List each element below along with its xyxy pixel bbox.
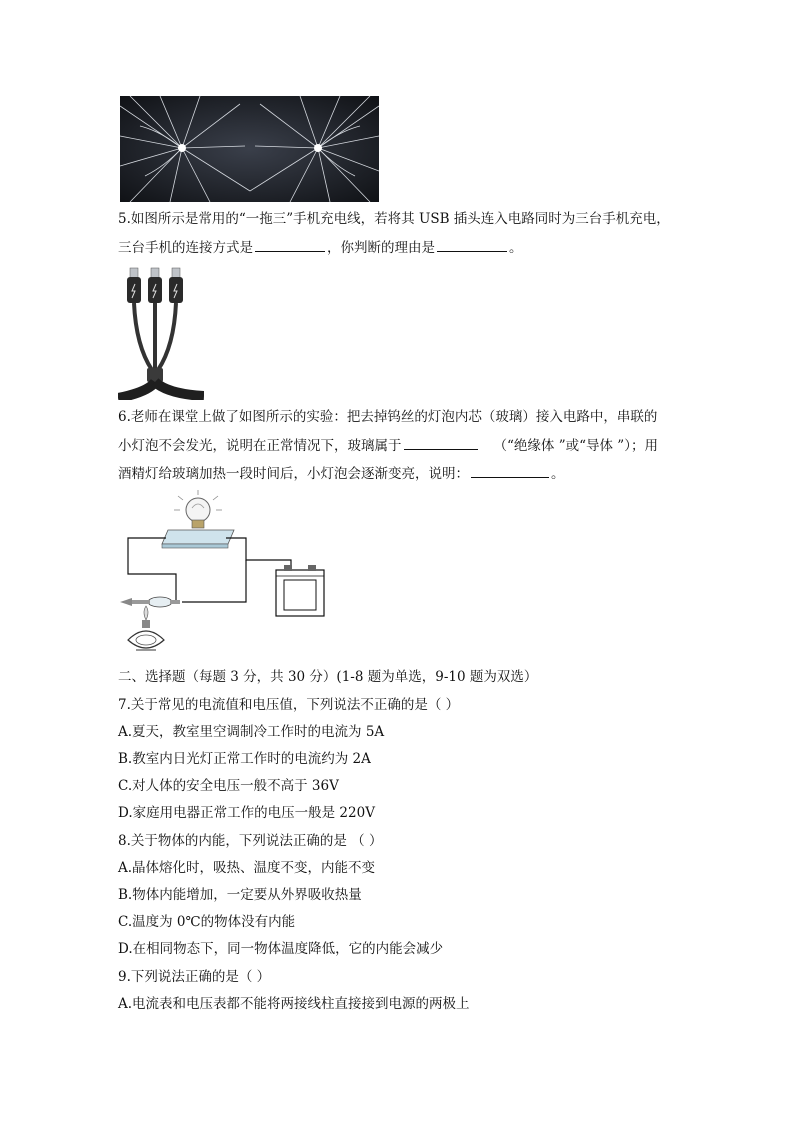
q8-option-d[interactable]: D.在相同物态下，同一物体温度降低，它的内能会减少 — [118, 941, 444, 957]
q7-option-c[interactable]: C.对人体的安全电压一般不高于 36V — [118, 778, 339, 794]
q8-option-c[interactable]: C.温度为 0℃的物体没有内能 — [118, 914, 296, 930]
discharge-photo — [120, 96, 379, 202]
glass-conductivity-circuit — [116, 490, 332, 660]
q5-line2 — [118, 238, 523, 257]
section2-heading: 二、选择题（每题 3 分，共 30 分）(1-8 题为单选，9-10 题为双选） — [118, 669, 538, 685]
q6-text-b: （“绝缘体 ”或“导体 ”）；用 — [493, 438, 658, 454]
q7-option-d[interactable]: D.家庭用电器正常工作的电压一般是 220V — [118, 805, 375, 821]
q6-blank-material[interactable] — [404, 436, 478, 450]
q6-line3 — [118, 464, 565, 483]
q9-stem: 9.下列说法正确的是（ ） — [118, 969, 271, 985]
q6-text-d: 。 — [551, 466, 565, 482]
q8-stem: 8.关于物体的内能，下列说法正确的是 （ ） — [118, 833, 383, 849]
q7-option-a[interactable]: A.夏天，教室里空调制冷工作时的电流为 5A — [118, 724, 385, 740]
q5-line1: 5.如图所示是常用的“一拖三”手机充电线，若将其 USB 插头连入电路同时为三台手机充电， — [118, 211, 670, 227]
charging-cable-image — [118, 266, 204, 400]
q5-text-c: 。 — [509, 240, 523, 256]
q9-option-a[interactable]: A.电流表和电压表都不能将两接线柱直接接到电源的两极上 — [118, 996, 470, 1012]
q5-text-a: 三台手机的连接方式是 — [118, 240, 253, 256]
q7-option-b[interactable]: B.教室内日光灯正常工作时的电流约为 2A — [118, 751, 371, 767]
q8-option-b[interactable]: B.物体内能增加，一定要从外界吸收热量 — [118, 887, 362, 903]
q6-text-c: 酒精灯给玻璃加热一段时间后，小灯泡会逐渐变亮，说明： — [118, 466, 469, 482]
q8-option-a[interactable]: A.晶体熔化时，吸热、温度不变，内能不变 — [118, 860, 376, 876]
q5-blank-reason[interactable] — [437, 238, 507, 252]
q7-stem: 7.关于常见的电流值和电压值，下列说法不正确的是（ ） — [118, 697, 460, 713]
battery-icon — [276, 565, 324, 616]
q6-text-a: 小灯泡不会发光，说明在正常情况下，玻璃属于 — [118, 438, 402, 454]
q6-blank-conclusion[interactable] — [471, 464, 549, 478]
q5-text-b: ，你判断的理由是 — [327, 240, 435, 256]
q5-blank-connection[interactable] — [255, 238, 325, 252]
q6-line2 — [118, 436, 658, 455]
q6-line1: 6.老师在课堂上做了如图所示的实验：把去掉钨丝的灯泡内芯（玻璃）接入电路中，串联的 — [118, 409, 658, 425]
